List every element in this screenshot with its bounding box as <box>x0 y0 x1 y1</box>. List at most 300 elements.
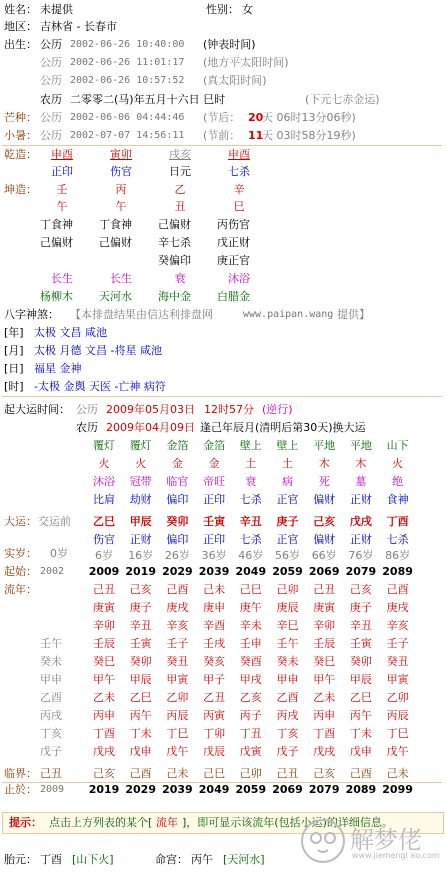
linjie-pre: 己丑 <box>40 767 62 780</box>
dayun-life-stage: 病 <box>282 475 293 488</box>
liunian-item[interactable]: 丙戌 <box>276 709 299 722</box>
liunian-item[interactable]: 乙丑 <box>203 691 226 704</box>
dayun-lunar-date: 2009年04月09日 <box>106 421 195 434</box>
dayun-life-stage: 绝 <box>392 475 404 488</box>
shensha-note: 【本排盘结果由信达利排盘网 <box>70 308 213 321</box>
liunian-pre-item[interactable]: 癸未 <box>40 655 62 668</box>
liunian-item[interactable]: 辛丑 <box>349 619 372 632</box>
liunian-item[interactable]: 己酉 <box>386 583 409 596</box>
stem-month: 丙 <box>115 183 127 196</box>
dayun-pillar[interactable]: 戊戌 <box>349 515 372 528</box>
dayun-year: 2029 <box>162 565 193 578</box>
branch-hour: 巳 <box>233 200 245 213</box>
stem-hour: 辛 <box>233 183 245 196</box>
dayun-sub-god: 偏印 <box>166 533 189 546</box>
nayin: 白腊金 <box>217 290 250 303</box>
region-label: 地区： <box>4 20 37 33</box>
nayin: 杨柳木 <box>40 290 73 303</box>
liunian-item[interactable]: 乙酉 <box>276 691 299 704</box>
liunian-item[interactable]: 癸丑 <box>166 655 189 668</box>
liunian-item[interactable]: 丙子 <box>239 709 262 722</box>
birth-note: (地方平太阳时间) <box>203 56 289 69</box>
liunian-item[interactable]: 甲戌 <box>239 673 262 686</box>
shensha-label: [月] <box>4 344 24 357</box>
zhizhi-item: 2069 <box>272 783 303 796</box>
dayun-pillar[interactable]: 丁酉 <box>386 515 409 528</box>
xiaoshu-datetime: 2002-07-07 14:56:11 <box>70 130 185 141</box>
liunian-item[interactable]: 己丑 <box>93 583 115 596</box>
linjie-item: 己亥 <box>93 767 115 780</box>
name-row <box>0 2 446 17</box>
watermark-text: 解梦佬 <box>350 826 422 854</box>
liunian-item[interactable]: 乙未 <box>93 691 115 704</box>
hidden-stem: 己偏财 <box>40 236 73 249</box>
liunian-item[interactable]: 壬辰 <box>313 637 336 650</box>
dayun-life-stage: 墓 <box>355 475 367 488</box>
shensha-note-end: 提供】 <box>337 308 370 321</box>
nayin: 海中金 <box>158 290 191 303</box>
lunar-note: (下元七赤金运) <box>305 93 380 106</box>
liunian-item[interactable]: 丁丑 <box>239 727 262 740</box>
mangzhong-cal: 公历 <box>40 111 62 124</box>
dayun-cal: 公历 <box>76 403 98 416</box>
liunian-item[interactable]: 丁未 <box>129 727 152 740</box>
xiaoshu-note: (节前： <box>203 129 241 142</box>
liunian-item[interactable]: 己酉 <box>166 583 189 596</box>
tip-text: 点击上方列表的某个[ <box>49 816 153 829</box>
dayun-god: 比肩 <box>93 493 115 506</box>
linjie-item: 己亥 <box>313 767 336 780</box>
liunian-item[interactable]: 癸卯 <box>129 655 152 668</box>
liunian-item[interactable]: 壬子 <box>386 637 409 650</box>
liunian-item[interactable]: 庚戌 <box>386 601 409 614</box>
dayun-year: 2039 <box>198 565 230 578</box>
dayun-nayin-elem: 火 <box>135 457 147 470</box>
liunian-item[interactable]: 丙午 <box>349 709 372 722</box>
liunian-item[interactable]: 乙未 <box>313 691 336 704</box>
liunian-pre-item[interactable]: 乙酉 <box>40 691 62 704</box>
liunian-item[interactable]: 乙卯 <box>166 691 189 704</box>
liunian-item[interactable]: 己卯 <box>276 583 299 596</box>
dayun-nayin-top: 壁上 <box>239 439 262 452</box>
hidden-row-3 <box>0 253 446 268</box>
dayun-sub-god: 偏财 <box>313 533 336 546</box>
life-stage: 长生 <box>110 272 132 285</box>
dayun-jie-text: 逢己年辰月(清明后第30天)换大运 <box>200 421 366 434</box>
zhizhi-item: 2029 <box>125 783 156 796</box>
liunian-item[interactable]: 丙午 <box>129 709 152 722</box>
dayun-pillar[interactable]: 癸卯 <box>166 515 189 528</box>
liunian-pre-item[interactable]: 壬午 <box>40 637 62 650</box>
hidden-stem: 戊正财 <box>217 236 250 249</box>
branches-row <box>0 199 446 214</box>
birth-cal: 公历 <box>40 56 62 69</box>
dayun-life-stage: 帝旺 <box>203 475 226 488</box>
liunian-item[interactable]: 丁酉 <box>93 727 115 740</box>
dayun-nayin-elem: 金 <box>171 457 183 470</box>
zhizhi-item: 2099 <box>382 783 413 796</box>
dayun-nayin-elem: 火 <box>392 457 404 470</box>
xusui-label: 实岁： <box>4 547 37 560</box>
liunian-item[interactable]: 丁未 <box>349 727 372 740</box>
liunian-item[interactable]: 壬子 <box>166 637 189 650</box>
dayun-year: 2019 <box>125 565 156 578</box>
liunian-item[interactable]: 癸巳 <box>93 655 115 668</box>
liunian-item[interactable]: 癸卯 <box>349 655 372 668</box>
zhizhi-item: 2049 <box>198 783 230 796</box>
birth-datetime: 2002-06-26 10:40:00 <box>70 39 185 50</box>
dayun-nayin-elem: 土 <box>245 457 257 470</box>
liunian-item[interactable]: 壬戌 <box>203 637 226 650</box>
dayun-nayin-top: 平地 <box>313 439 336 452</box>
liunian-item[interactable]: 甲午 <box>93 673 115 686</box>
dayun-label: 大运： <box>4 515 37 528</box>
liunian-item[interactable]: 丙辰 <box>166 709 189 722</box>
stem-day: 乙 <box>174 183 186 196</box>
dayun-start-time: 12时57分 <box>204 403 254 416</box>
birth-cal: 公历 <box>40 38 62 51</box>
shensha-title: 八字神煞： <box>4 308 59 321</box>
birth-datetime: 2002-06-26 10:57:52 <box>70 75 185 86</box>
liunian-item[interactable]: 丙申 <box>313 709 336 722</box>
linjie-item: 己丑 <box>276 767 299 780</box>
linjie-item: 己卯 <box>239 767 262 780</box>
liunian-item[interactable]: 戊午 <box>386 745 409 758</box>
liunian-item[interactable]: 乙卯 <box>386 691 409 704</box>
kongwang-month: 寅卯 <box>110 148 132 161</box>
dayun-year: 2089 <box>382 565 413 578</box>
liunian-label: 流年： <box>4 583 37 596</box>
birth-note: (钟表时间) <box>203 38 256 51</box>
liunian-item[interactable]: 辛酉 <box>203 619 226 632</box>
dayun-start-date: 2009年05月03日 <box>106 403 195 416</box>
liunian-item[interactable]: 辛巳 <box>276 619 299 632</box>
tip-text-end: ]，即可显示该流年(包括小运)的详细信息。 <box>182 816 393 829</box>
hidden-row-1 <box>0 217 446 232</box>
dayun-sub-god: 正官 <box>276 533 299 546</box>
dayun-age: 36岁 <box>201 549 227 562</box>
liunian-item[interactable]: 甲辰 <box>129 673 152 686</box>
dayun-age: 56岁 <box>275 549 300 562</box>
tip-link[interactable]: 流年 <box>156 816 178 829</box>
shensha-row <box>0 361 446 376</box>
dayun-age: 66岁 <box>311 549 337 562</box>
gender-value: 女 <box>242 3 253 16</box>
dayun-nayin-elem: 木 <box>318 457 330 470</box>
zhizhi-pre: 2009 <box>40 784 65 795</box>
liunian-pre-item[interactable]: 戊子 <box>40 745 62 758</box>
dayun-pillar[interactable]: 乙巳 <box>93 515 115 528</box>
shensha-text: 福星 金神 <box>34 362 82 375</box>
liunian-item[interactable]: 戊寅 <box>239 745 262 758</box>
liunian-item[interactable]: 戊申 <box>349 745 372 758</box>
dayun-age: 26岁 <box>164 549 190 562</box>
birth-cal: 公历 <box>40 74 62 87</box>
branch-month: 午 <box>115 200 127 213</box>
qianzao-label: 乾造： <box>4 148 37 161</box>
dayun-age: 46岁 <box>238 549 264 562</box>
dayun-age: 16岁 <box>128 549 154 562</box>
mangzhong-note: (节后： <box>203 111 241 124</box>
liunian-item[interactable]: 乙巳 <box>349 691 372 704</box>
shensha-site-link[interactable]: www.paipan.wang <box>243 309 334 320</box>
liunian-item[interactable]: 壬辰 <box>93 637 115 650</box>
dayun-god: 正财 <box>349 493 372 506</box>
hidden-stem: 己偏财 <box>158 218 191 231</box>
taiyuan-label: 胎元： <box>4 853 37 866</box>
dayun-god: 偏印 <box>166 493 189 506</box>
liunian-item[interactable]: 己巳 <box>239 583 262 596</box>
liunian-item[interactable]: 辛未 <box>239 619 262 632</box>
divider <box>2 145 442 146</box>
liunian-item[interactable]: 庚寅 <box>313 601 336 614</box>
life-stage: 长生 <box>51 272 73 285</box>
linjie-label: 临界： <box>4 767 37 780</box>
liunian-item[interactable]: 癸酉 <box>239 655 262 668</box>
taiyuan-value: 丁酉 <box>40 853 62 866</box>
hidden-row-2 <box>0 235 446 250</box>
liunian-item[interactable]: 庚戌 <box>166 601 189 614</box>
linjie-item: 己巳 <box>203 767 226 780</box>
liunian-item[interactable]: 庚子 <box>349 601 372 614</box>
dayun-sub-god: 正财 <box>129 533 152 546</box>
liunian-item[interactable]: 己未 <box>203 583 226 596</box>
liunian-item[interactable]: 己亥 <box>129 583 152 596</box>
liunian-item[interactable]: 乙亥 <box>239 691 262 704</box>
liunian-item[interactable]: 丁卯 <box>203 727 226 740</box>
god-year: 正印 <box>51 165 73 178</box>
dayun-pillar[interactable]: 甲辰 <box>129 515 152 528</box>
liunian-item[interactable]: 甲午 <box>313 673 336 686</box>
liunian-item[interactable]: 戊申 <box>129 745 152 758</box>
dayun-pillar[interactable]: 庚子 <box>276 515 299 528</box>
life-stage: 衰 <box>174 272 186 285</box>
stems-row <box>0 182 446 197</box>
zhizhi-label: 止於： <box>4 783 37 796</box>
liunian-item[interactable]: 甲寅 <box>166 673 189 686</box>
dayun-pillar[interactable]: 辛丑 <box>239 515 262 528</box>
liunian-item[interactable]: 甲子 <box>203 673 226 686</box>
linjie-item: 己酉 <box>349 767 372 780</box>
liunian-item[interactable]: 乙巳 <box>129 691 152 704</box>
liunian-item[interactable]: 壬午 <box>276 637 299 650</box>
gender-label: 性别： <box>206 3 239 16</box>
liunian-item[interactable]: 壬申 <box>239 637 262 650</box>
top-gods-row <box>0 164 446 179</box>
hidden-stem: 丁食神 <box>40 218 73 231</box>
shensha-row <box>0 343 446 358</box>
mangzhong-label: 芒种： <box>4 111 37 124</box>
liunian-item[interactable]: 丁巳 <box>166 727 189 740</box>
kongwang-day: 戌亥 <box>169 148 191 161</box>
liunian-item[interactable]: 壬寅 <box>349 637 372 650</box>
dayun-nayin-top: 金箔 <box>203 439 226 452</box>
mangzhong-datetime: 2002-06-06 04:44:46 <box>70 112 185 123</box>
liunian-item[interactable]: 甲申 <box>276 673 299 686</box>
dayun-direction: (逆行) <box>262 403 293 416</box>
liunian-item[interactable]: 庚寅 <box>93 601 115 614</box>
liunian-item[interactable]: 戊午 <box>166 745 189 758</box>
liunian-pre-item[interactable]: 丙戌 <box>40 709 62 722</box>
linjie-item: 己未 <box>166 767 189 780</box>
dayun-age: 76岁 <box>348 549 374 562</box>
liunian-item[interactable]: 辛亥 <box>386 619 409 632</box>
liunian-item[interactable]: 辛亥 <box>166 619 189 632</box>
minggong-label: 命宫： <box>155 853 188 866</box>
shensha-text: 太极 文昌 咸池 <box>34 326 107 339</box>
dayun-year: 2079 <box>345 565 377 578</box>
hidden-stem: 丁食神 <box>99 218 132 231</box>
linjie-item: 己未 <box>386 767 409 780</box>
dayun-nayin-elem: 木 <box>355 457 367 470</box>
shensha-row <box>0 379 446 394</box>
liunian-item[interactable]: 辛丑 <box>129 619 152 632</box>
liunian-item[interactable]: 甲寅 <box>386 673 409 686</box>
liunian-item[interactable]: 丙寅 <box>203 709 226 722</box>
region-row <box>0 19 446 34</box>
xiaoshu-row <box>0 128 446 143</box>
zhizhi-item: 2059 <box>235 783 267 796</box>
zhizhi-item: 2019 <box>88 783 120 796</box>
zhizhi-item: 2039 <box>162 783 193 796</box>
birth-row-1 <box>0 37 446 52</box>
dayun-pre: 交运前 <box>38 515 71 528</box>
dayun-lunar-row <box>0 420 446 435</box>
dayun-year: 2059 <box>272 565 303 578</box>
liunian-item[interactable]: 癸亥 <box>203 655 226 668</box>
shensha-text: -太极 金舆 天医 -亡神 病符 <box>34 380 166 393</box>
mangzhong-row <box>0 110 446 125</box>
hidden-stem: 辛七杀 <box>158 236 191 249</box>
qizhi-pre: 2002 <box>40 566 65 577</box>
shensha-label: [时] <box>4 380 24 393</box>
dayun-start-row <box>0 402 446 417</box>
watermark-url: www.jiemengl ao.com <box>352 851 440 860</box>
xiaoshu-label: 小暑： <box>4 129 37 142</box>
liunian-item[interactable]: 己亥 <box>349 583 372 596</box>
dayun-god: 劫财 <box>129 493 152 506</box>
liunian-pre-item[interactable]: 甲申 <box>40 673 62 686</box>
dayun-sub-god: 七杀 <box>386 533 409 546</box>
branch-day: 丑 <box>174 200 186 213</box>
dayun-god: 七杀 <box>239 493 262 506</box>
qizhi-label: 起始： <box>4 565 37 578</box>
dayun-age: 6岁 <box>95 549 113 562</box>
dayun-life-stage: 死 <box>318 475 330 488</box>
name-label: 姓名： <box>4 3 37 16</box>
god-hour: 七杀 <box>228 165 250 178</box>
god-day: 日元 <box>169 165 191 178</box>
liunian-item[interactable]: 丁巳 <box>386 727 409 740</box>
kongwang-hour: 申酉 <box>228 148 250 161</box>
liunian-item[interactable]: 庚申 <box>203 601 226 614</box>
mangzhong-note-end: 天 06时13分06秒) <box>262 111 356 124</box>
liunian-item[interactable]: 戊戌 <box>93 745 115 758</box>
minggong-nayin: [天河水] <box>223 853 265 866</box>
dayun-life-stage: 冠带 <box>129 475 152 488</box>
god-month: 伤官 <box>110 165 132 178</box>
dayun-age: 86岁 <box>385 549 411 562</box>
liunian-item[interactable]: 庚子 <box>129 601 152 614</box>
region-value: 吉林省 - 长春市 <box>40 20 117 33</box>
dayun-life-stage: 临官 <box>166 475 189 488</box>
xiaoshu-cal: 公历 <box>40 129 62 142</box>
hidden-stem: 癸偏印 <box>158 254 191 267</box>
liunian-item[interactable]: 丙申 <box>93 709 115 722</box>
liunian-item[interactable]: 甲辰 <box>349 673 372 686</box>
dayun-nayin-top: 金箔 <box>166 439 189 452</box>
shensha-title-row <box>0 307 446 322</box>
liunian-item[interactable]: 癸未 <box>276 655 299 668</box>
liunian-item[interactable]: 戊戌 <box>313 745 336 758</box>
lunar-date: 二零零二(马)年五月十六日 巳时 <box>70 93 226 106</box>
liunian-item[interactable]: 己丑 <box>313 583 336 596</box>
dayun-god: 食神 <box>386 493 409 506</box>
mangzhong-days: 20 <box>248 111 264 124</box>
dayun-sub-god: 正印 <box>203 533 226 546</box>
lunar-cal: 农历 <box>40 93 62 106</box>
dayun-nayin-elem: 火 <box>98 457 110 470</box>
qianzao-row <box>0 147 446 162</box>
dayun-nayin-top: 覆灯 <box>129 439 152 452</box>
kongwang-year: 申酉 <box>51 148 73 161</box>
liunian-item[interactable]: 癸巳 <box>313 655 336 668</box>
liunian-pre-item[interactable]: 丁亥 <box>40 727 62 740</box>
lunar-row <box>0 92 446 107</box>
liunian-item[interactable]: 癸丑 <box>386 655 409 668</box>
dayun-pillar[interactable]: 壬寅 <box>203 515 226 528</box>
dayun-life-stage: 衰 <box>245 475 257 488</box>
liunian-item[interactable]: 庚辰 <box>276 601 299 614</box>
divider <box>2 782 442 783</box>
zhizhi-item: 2089 <box>345 783 377 796</box>
liunian-item[interactable]: 戊辰 <box>203 745 226 758</box>
birth-row-2 <box>0 55 446 70</box>
liunian-item[interactable]: 戊子 <box>276 745 299 758</box>
dayun-year: 2049 <box>235 565 267 578</box>
watermark-logo <box>300 818 442 866</box>
birth-label: 出生： <box>4 38 37 51</box>
divider <box>2 396 442 397</box>
liunian-item[interactable]: 辛卯 <box>313 619 336 632</box>
liunian-item[interactable]: 丙辰 <box>386 709 409 722</box>
xusui-pre: 0岁 <box>50 547 68 560</box>
liunian-item[interactable]: 庚午 <box>239 601 262 614</box>
shensha-row <box>0 325 446 340</box>
dayun-nayin-elem: 金 <box>208 457 220 470</box>
nayin-row <box>0 289 446 304</box>
liunian-item[interactable]: 丁酉 <box>313 727 336 740</box>
liunian-item[interactable]: 丁亥 <box>276 727 299 740</box>
xiaoshu-days: 11 <box>248 129 264 142</box>
liunian-item[interactable]: 辛卯 <box>93 619 115 632</box>
dayun-nayin-top: 壁上 <box>276 439 299 452</box>
dayun-pillar[interactable]: 己亥 <box>313 515 336 528</box>
shensha-label: [年] <box>4 326 24 339</box>
kunzao-label: 坤造： <box>4 183 37 196</box>
xiaoshu-note-end: 天 03时58分19秒) <box>262 129 356 142</box>
dayun-sub-god: 伤官 <box>93 533 115 546</box>
branch-year: 午 <box>56 200 68 213</box>
liunian-item[interactable]: 壬寅 <box>129 637 152 650</box>
owl-icon <box>300 818 346 864</box>
dayun-year: 2009 <box>88 565 120 578</box>
dayun-nayin-top: 平地 <box>349 439 372 452</box>
hidden-stem: 己偏财 <box>99 236 132 249</box>
linjie-item: 己酉 <box>129 767 152 780</box>
stem-year: 壬 <box>56 183 68 196</box>
dayun-god: 偏财 <box>313 493 336 506</box>
